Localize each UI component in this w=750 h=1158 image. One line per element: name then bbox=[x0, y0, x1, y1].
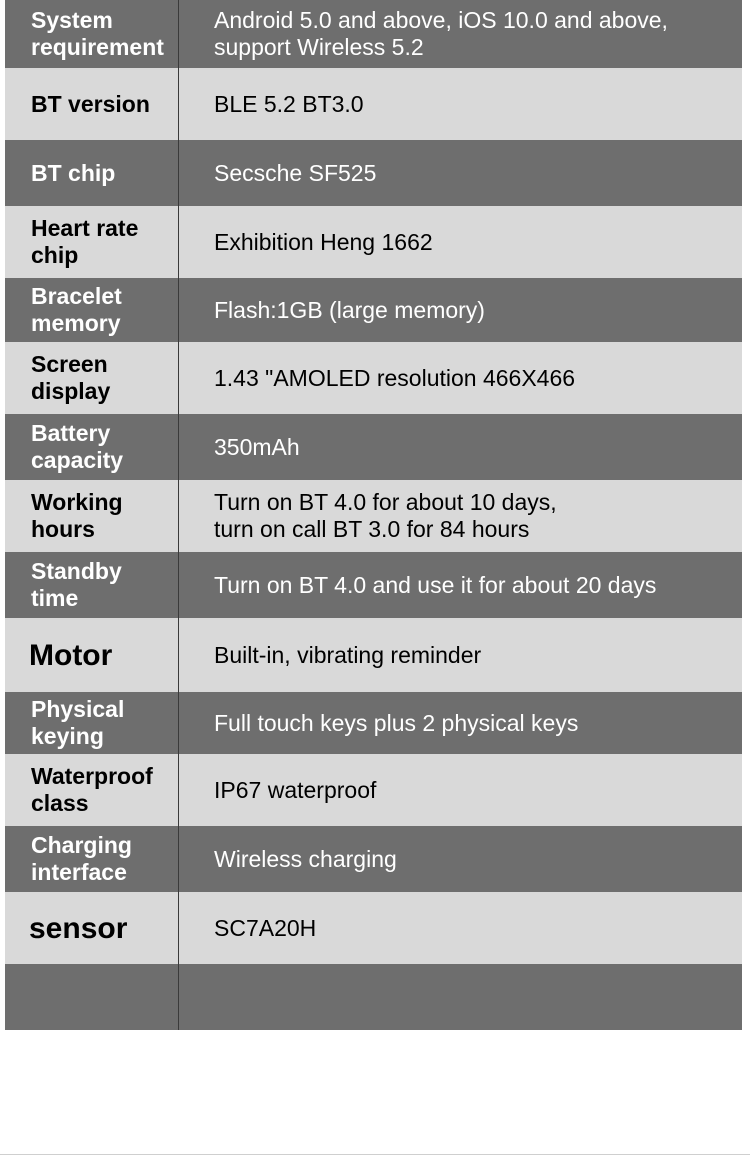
spec-row-battery-capacity bbox=[5, 414, 742, 480]
spec-value: IP67 waterproof bbox=[214, 776, 377, 803]
spec-row-physical-keying bbox=[5, 692, 742, 754]
spec-row-bt-chip bbox=[5, 140, 742, 206]
spec-label: Working hours bbox=[31, 489, 123, 542]
spec-label: Charging interface bbox=[31, 832, 132, 885]
spec-value: 1.43 "AMOLED resolution 466X466 bbox=[214, 364, 576, 391]
spec-label: BT version bbox=[31, 90, 150, 117]
spec-value: Flash:1GB (large memory) bbox=[214, 296, 485, 323]
spec-value: Turn on BT 4.0 for about 10 days, turn on call BT 3.0 for 84 hours bbox=[214, 489, 557, 542]
spec-value: 350mAh bbox=[214, 433, 300, 460]
spec-row-charging-interface bbox=[5, 826, 742, 892]
spec-row-motor bbox=[5, 620, 742, 690]
spec-value: Android 5.0 and above, iOS 10.0 and above, support Wireless 5.2 bbox=[214, 7, 668, 60]
spec-row-heart-rate-chip bbox=[5, 208, 742, 276]
spec-value: Built-in, vibrating reminder bbox=[214, 641, 482, 668]
spec-row-waterproof-class bbox=[5, 756, 742, 824]
spec-label: Screen display bbox=[31, 351, 111, 404]
spec-row-bracelet-memory bbox=[5, 278, 742, 342]
spec-value: Full touch keys plus 2 physical keys bbox=[214, 709, 579, 736]
spec-row-screen-display bbox=[5, 344, 742, 412]
spec-label: Standby time bbox=[31, 558, 122, 611]
spec-row-bt-version bbox=[5, 70, 742, 138]
spec-row-empty bbox=[5, 964, 742, 1030]
spec-label: Heart rate chip bbox=[31, 215, 139, 268]
spec-label: Motor bbox=[29, 638, 113, 672]
spec-label: Physical keying bbox=[31, 696, 125, 749]
spec-row-standby-time bbox=[5, 552, 742, 618]
spec-label: Bracelet memory bbox=[31, 283, 122, 336]
spec-value: SC7A20H bbox=[214, 914, 317, 941]
spec-label: Battery capacity bbox=[31, 420, 124, 473]
spec-value: Turn on BT 4.0 and use it for about 20 days bbox=[214, 571, 657, 598]
spec-label bbox=[5, 964, 178, 1030]
spec-value: Exhibition Heng 1662 bbox=[214, 228, 433, 255]
spec-label: BT chip bbox=[31, 159, 116, 186]
spec-row-working-hours bbox=[5, 482, 742, 550]
spec-label: sensor bbox=[29, 911, 128, 945]
spec-row-system-requirement bbox=[5, 0, 742, 68]
column-divider bbox=[178, 0, 179, 1030]
spec-table bbox=[5, 0, 742, 1030]
bottom-rule bbox=[0, 1154, 750, 1155]
spec-row-sensor bbox=[5, 894, 742, 962]
spec-label: Waterproof class bbox=[31, 763, 153, 816]
spec-value: BLE 5.2 BT3.0 bbox=[214, 90, 364, 117]
spec-value: Wireless charging bbox=[214, 845, 397, 872]
spec-value: Secsche SF525 bbox=[214, 159, 377, 186]
spec-label: System requirement bbox=[31, 7, 164, 60]
spec-value bbox=[178, 964, 742, 1030]
